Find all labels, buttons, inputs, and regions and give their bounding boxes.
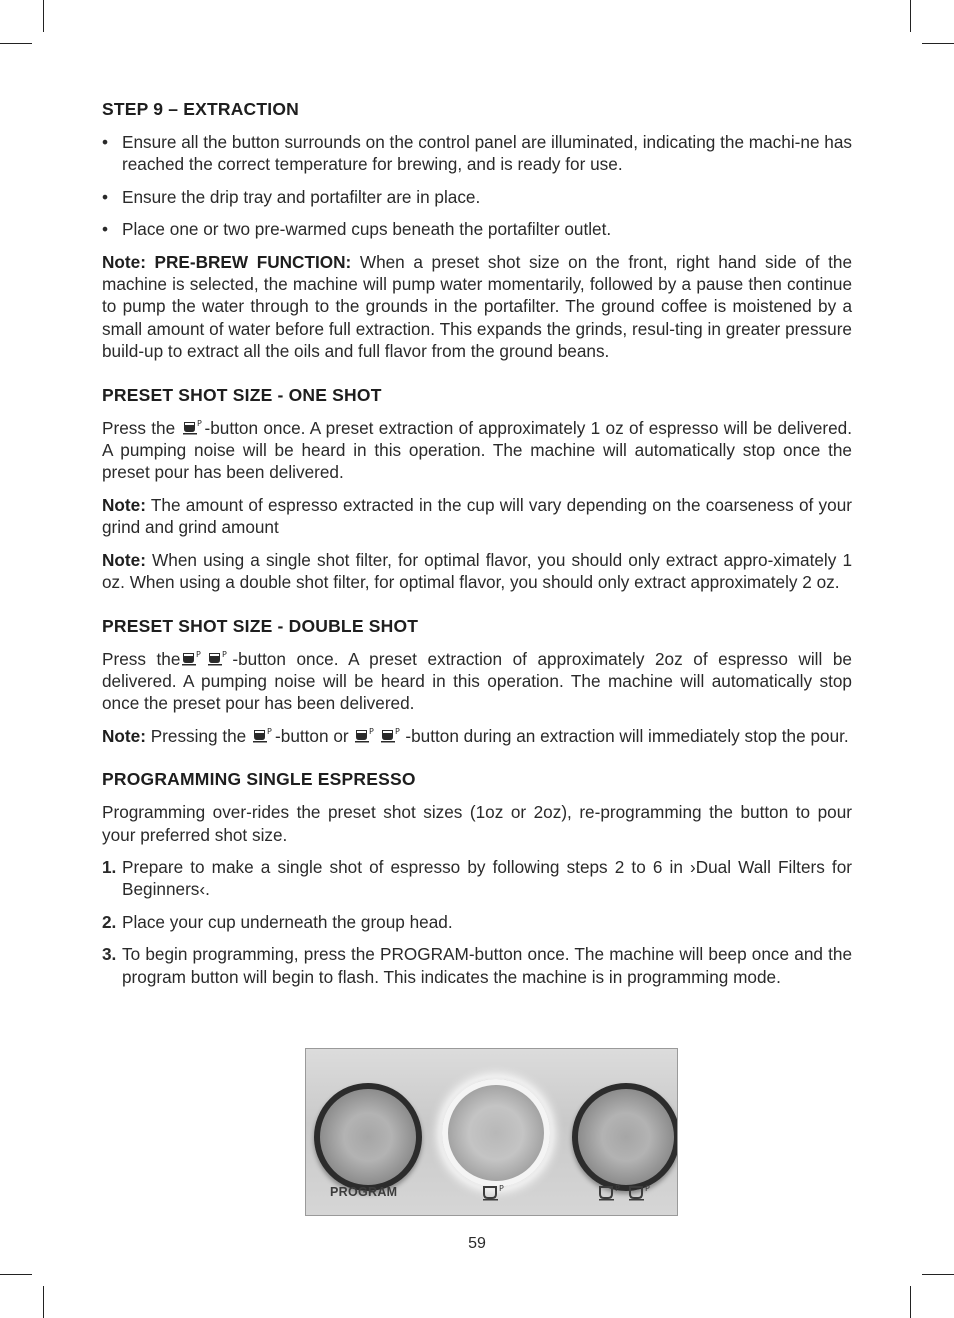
step-text: To begin programming, press the PROGRAM-button once. The machine will beep once and the program button will begin to flash. This indicates the machine is in programming mode. [122, 944, 852, 987]
page-content [102, 98, 852, 988]
bullet-item [102, 131, 852, 176]
bullet-text: Ensure all the button surrounds on the control panel are illuminated, indicating the machi-ne has reached the correct temperature for brewing, and is ready for use. [122, 132, 852, 175]
crop-mark-top-left-v [43, 0, 44, 32]
prebrew-note-text: When a preset shot size on the front, right hand side of the machine is selected, the machine will pump water momentarily, followed by a pause then continue to pump the water through to the grounds in the portafilter. The ground coffee is moistened by a small amount of water before full extraction. This expands the grinds, resul-ting in greater pressure build-up to extract all the oils and full flavor from the ground beans. [102, 251, 853, 362]
one-shot-heading: PRESET SHOT SIZE - ONE SHOT [102, 384, 382, 405]
one-cup-icon [182, 419, 204, 435]
two-shot-knob [572, 1083, 678, 1191]
crop-mark-bottom-right-v [910, 1286, 911, 1318]
crop-mark-bottom-left-v [43, 1286, 44, 1318]
program-label: PROGRAM [330, 1185, 398, 1199]
double-shot-paragraph: Press the P P -button once. A preset extraction of approximately 2oz of espresso will be delivered. A pumping noise will be heard in this operation. The machine will automatically stop once the preset pour has been delivered. [102, 648, 852, 714]
one-shot-note-1: Note: The amount of espresso extracted in the cup will vary depending on the coarseness of your grind and grind amount [102, 494, 852, 538]
one-shot-knob-illuminated [442, 1079, 550, 1187]
step9-heading: STEP 9 – EXTRACTION [102, 99, 299, 119]
svg-text:P: P [615, 1184, 620, 1193]
note-label: Note: [102, 725, 146, 746]
bullet-text: Place one or two pre-warmed cups beneath the portafilter outlet. [122, 219, 612, 240]
double-shot-note: Note: Pressing the P -button or P P -button during an extraction will immediately stop the pour. [102, 725, 849, 746]
note-label: Note: [102, 549, 146, 570]
bullet-mark: • [102, 186, 109, 207]
two-cup-icon [181, 650, 231, 666]
page-number: 59 [468, 1235, 486, 1252]
step-number: 1. [102, 856, 117, 877]
bullet-item [102, 218, 852, 240]
list-item [102, 943, 852, 988]
crop-mark-top-right-h [922, 43, 954, 44]
programming-heading: PROGRAMMING SINGLE ESPRESSO [102, 769, 416, 790]
bullet-item [102, 186, 852, 208]
step-number: 3. [102, 944, 117, 965]
step-text: Prepare to make a single shot of espresso by following steps 2 to 6 in ›Dual Wall Filters for Beginners‹. [122, 856, 852, 900]
two-cup-icon [598, 1183, 656, 1206]
prebrew-note [102, 251, 852, 363]
bullet-mark: • [102, 132, 109, 152]
note-label: Note: [102, 494, 146, 515]
list-item [102, 911, 852, 933]
step-number: 2. [102, 911, 117, 932]
control-panel-photo [305, 1048, 678, 1216]
svg-text:P: P [222, 649, 228, 659]
svg-text:P: P [267, 726, 272, 736]
crop-mark-top-left-h [0, 43, 32, 44]
list-item [102, 856, 852, 901]
svg-text:P: P [395, 726, 401, 736]
one-cup-icon [252, 727, 274, 743]
two-cup-icon [354, 727, 404, 743]
svg-text:P: P [369, 726, 375, 736]
crop-mark-bottom-right-h [922, 1274, 954, 1275]
svg-text:P: P [196, 418, 202, 428]
double-shot-heading: PRESET SHOT SIZE - DOUBLE SHOT [102, 615, 419, 636]
one-shot-paragraph: Press the P -button once. A preset extraction of approximately 1 oz of espresso will be delivered. A pumping noise will be heard in this operation. The machine will automatically stop once the preset pour has been delivered. [102, 417, 852, 483]
one-cup-icon [482, 1183, 508, 1206]
step-text: Place your cup underneath the group head. [122, 911, 453, 932]
bullet-text: Ensure the drip tray and portafilter are in place. [122, 186, 481, 207]
program-knob [314, 1083, 422, 1191]
svg-text:P: P [196, 649, 202, 659]
svg-text:P: P [499, 1184, 504, 1193]
crop-mark-top-right-v [910, 0, 911, 32]
svg-text:P: P [645, 1184, 650, 1193]
one-shot-note-2: Note: When using a single shot filter, for optimal flavor, you should only extract appro-ximately 1 oz. When using a double shot filter, for optimal flavor, you should only extract approximately 2 oz. [102, 549, 852, 593]
crop-mark-bottom-left-h [0, 1274, 32, 1275]
bullet-mark: • [102, 219, 109, 240]
programming-intro: Programming over-rides the preset shot sizes (1oz or 2oz), re-programming the button to pour your preferred shot size. [102, 802, 852, 845]
prebrew-note-label: Note: PRE-BREW FUNCTION: [102, 251, 352, 272]
